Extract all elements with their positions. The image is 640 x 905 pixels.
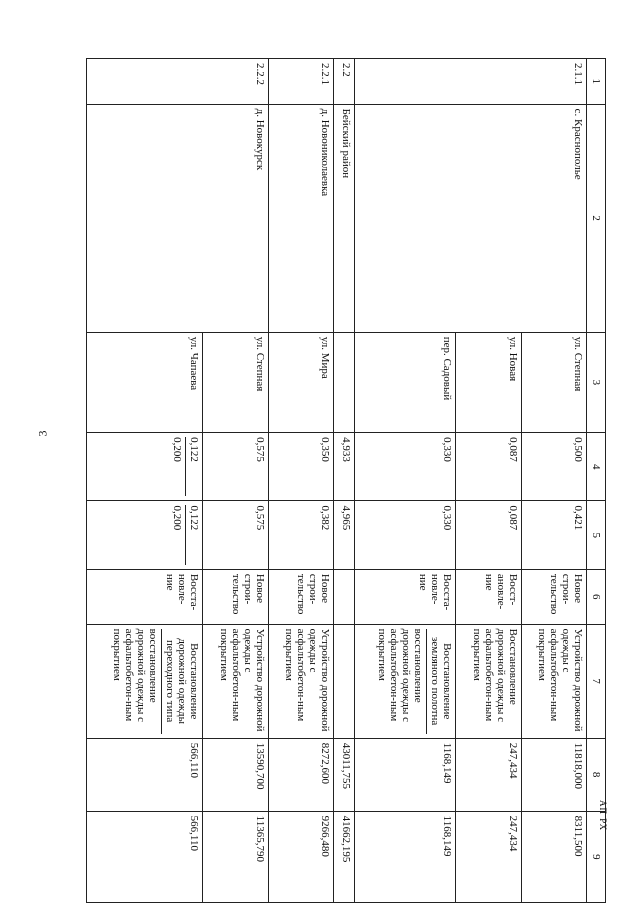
row-id: 2.1.1 <box>354 59 586 105</box>
work-description: Устройство дорожной одежды с асфальтобетон-ным покрытием <box>203 624 268 738</box>
length-actual: 0,421 <box>521 501 586 569</box>
cost-actual: 9266,480 <box>268 811 333 902</box>
cost-actual: 41662,195 <box>333 811 354 902</box>
header-cell: 3 <box>587 332 606 432</box>
street-name: ул. Чапаева <box>87 332 203 432</box>
work-type: Восста-новле-ние <box>354 569 455 624</box>
header-row <box>587 59 606 903</box>
length-planned: 0,500 <box>521 433 586 501</box>
length-planned-part: 0,200 <box>171 437 186 496</box>
table-row <box>268 59 333 903</box>
work-description: Устройство дорожной одежды с асфальтобетон-ным покрытием <box>268 624 333 738</box>
district-total-row <box>333 59 354 903</box>
street-name: ул. Мира <box>268 332 333 432</box>
header-cell: 2 <box>587 104 606 332</box>
work-description-part: восстановление дорожной одежды с асфальтобетон-ным покрытием <box>376 629 427 734</box>
length-actual: 0,575 <box>203 501 268 569</box>
header-cell: 1 <box>587 59 606 105</box>
length-actual-part: 0,122 <box>188 505 201 531</box>
length-actual: 0,382 <box>268 501 333 569</box>
street-name: ул. Степная <box>203 332 268 432</box>
work-description <box>354 624 455 738</box>
header-cell: 7 <box>587 624 606 738</box>
header-cell: 9 <box>587 811 606 902</box>
street-name: ул. Степная <box>521 332 586 432</box>
settlement-name: д. Новокурск <box>87 104 269 332</box>
work-description <box>87 624 203 738</box>
work-type: Восст-ановле-ние <box>456 569 521 624</box>
row-id: 2.2.1 <box>268 59 333 105</box>
street-name: пер. Садовый <box>354 332 455 432</box>
length-actual <box>87 501 203 569</box>
work-type: Новое строи-тельство <box>521 569 586 624</box>
length-actual: 0,330 <box>354 501 455 569</box>
work-description-part: Восстановление дорожной одежды переходного типа <box>164 638 201 725</box>
length-planned-part: 0,122 <box>188 437 201 462</box>
length-planned: 0,087 <box>456 433 521 501</box>
cost-actual: 1168,149 <box>354 811 455 902</box>
row-id: 2.2.2 <box>87 59 269 105</box>
work-type: Восста-новле-ние <box>87 569 203 624</box>
cost-planned: 1168,149 <box>354 738 455 811</box>
length-planned <box>87 433 203 501</box>
table-row <box>521 59 586 903</box>
header-cell: 6 <box>587 569 606 624</box>
length-actual: 0,087 <box>456 501 521 569</box>
length-actual: 4,965 <box>333 501 354 569</box>
header-cell: 4 <box>587 433 606 501</box>
table-row <box>203 59 268 903</box>
cost-planned: 11818,000 <box>521 738 586 811</box>
length-planned: 0,330 <box>354 433 455 501</box>
work-description: Восстановление дорожной одежды с асфальтобетон-ным покрытием <box>456 624 521 738</box>
header-cell: 5 <box>587 501 606 569</box>
cost-planned: 8272,600 <box>268 738 333 811</box>
cost-planned: 43011,755 <box>333 738 354 811</box>
work-description-part: восстановление дорожной одежды с асфальтобетон-ным покрытием <box>111 629 162 734</box>
cost-planned: 566,110 <box>87 738 203 811</box>
length-planned: 0,350 <box>268 433 333 501</box>
settlement-name: с. Краснополье <box>354 104 586 332</box>
cost-actual: 11365,790 <box>203 811 268 902</box>
length-planned: 4,933 <box>333 433 354 501</box>
work-description-part: Восстановление земляного полотна <box>429 637 454 726</box>
work-description: Устройство дорожной одежды с асфальтобетон-ным покрытием <box>521 624 586 738</box>
cost-actual: 566,110 <box>87 811 203 902</box>
cost-planned: 13590,700 <box>203 738 268 811</box>
road-works-table <box>86 58 606 903</box>
work-type: Новое строи-тельство <box>268 569 333 624</box>
settlement-name: д. Новониколаевка <box>268 104 333 332</box>
page-number: 3 <box>35 430 50 437</box>
cost-actual: 8311,500 <box>521 811 586 902</box>
work-type: Новое строи-тельство <box>203 569 268 624</box>
length-planned: 0,575 <box>203 433 268 501</box>
length-actual-part: 0,200 <box>171 505 186 564</box>
district-name: Бейский район <box>333 104 354 332</box>
cost-actual: 247,434 <box>456 811 521 902</box>
street-name: ул. Новая <box>456 332 521 432</box>
cost-planned: 247,434 <box>456 738 521 811</box>
row-id: 2.2 <box>333 59 354 105</box>
rotated-table-container <box>86 58 606 903</box>
footer-code: АП РХ <box>598 800 608 832</box>
header-cell: 8 <box>587 738 606 811</box>
